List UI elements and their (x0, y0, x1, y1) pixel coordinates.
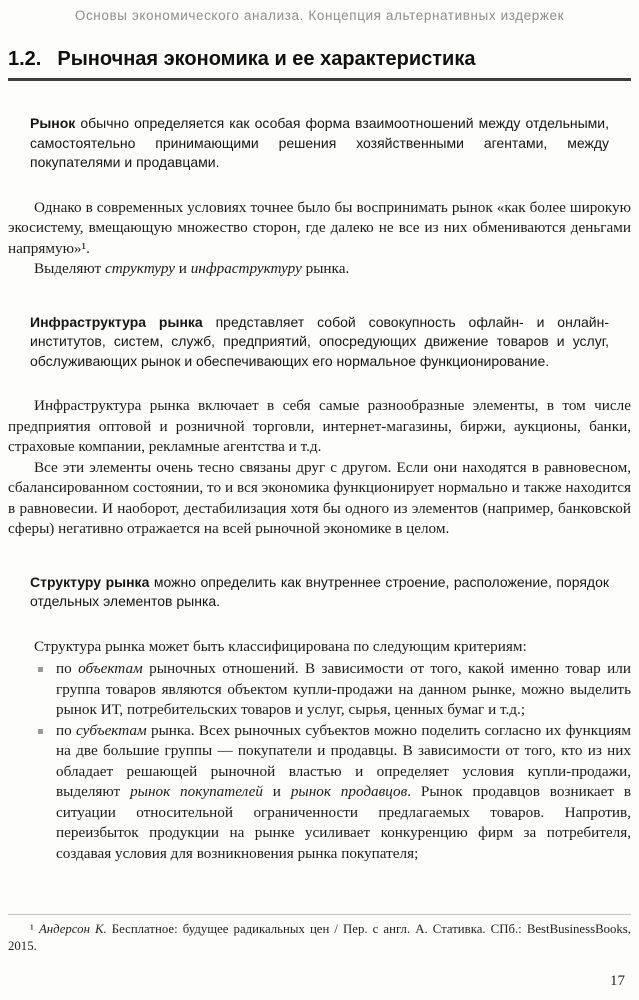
definition-term: Инфраструктура рынка (30, 313, 203, 330)
definition-term: Рынок (30, 115, 76, 131)
running-head: Основы экономического анализа. Концепция альтернативных издержек (74, 8, 565, 23)
list-item-text: по объектам рыночных отношений. В зависимости от того, какой именно товар или группа товаров являются объектом купли-продажи на данном рынке, можно выделить рынок ИТ, потребительских товаров и услуг, сырья, ценных бумаг и т.д.; (56, 660, 631, 718)
wavy-divider (8, 101, 631, 107)
definition-box-infrastructure (8, 300, 631, 385)
wavy-divider (8, 180, 631, 186)
bottom-wavy-divider (8, 964, 631, 970)
criteria-list (8, 659, 631, 864)
definition-box-market (8, 101, 631, 186)
page-footer (8, 914, 631, 990)
paragraph-equilibrium: Все эти элементы очень тесно связаны друг с другом. Если они находятся в равновесном, сбалансированном состоянии, то и вся экономика функционирует нормально и также находится в равновесии. И наоборот, дестабилизация хотя бы одного из элементов (например, банковской сферы) негативно отражается на всей рыночной экономике в целом. (8, 458, 631, 537)
wavy-divider (8, 619, 631, 625)
definition-text (8, 114, 631, 173)
heading-rule (8, 78, 631, 81)
section-title: Рыночная экономика и ее характеристика (57, 48, 476, 70)
section-heading (8, 48, 631, 71)
paragraph-criteria-intro: Структура рынка может быть классифицирована по следующим критериям: (34, 637, 527, 655)
section-number: 1.2. (8, 48, 42, 70)
definition-box-structure (8, 560, 631, 625)
square-bullet-icon (38, 729, 43, 734)
definition-text (8, 313, 631, 372)
list-item-text: по субъектам рынка. Всех рыночных субъектов можно поделить согласно их функциям на две большие группы — покупатели и продавцы. В зависимости от того, кто из них обладает решающей рыночной властью и определяет условия купли-продажи, выделяют рынок покупателей и рынок продавцов. Рынок продавцов возникает в ситуации относительной ограниченности предлагаемых товаров. Напротив, переизбыток продукции на рынке усиливает конкуренцию фирм за потребителя, создавая условия для возникновения рынка покупателя; (56, 721, 632, 862)
definition-body: можно определить как внутреннее строение, расположение, порядок отдельных элементов рынка. (30, 573, 610, 609)
definition-body: обычно определяется как особая форма взаимоотношений между отдельными, самостоятельно принимающими решения хозяйственными агентами, между покупателями и продавцами. (30, 115, 609, 170)
definition-text (8, 573, 631, 612)
page-number: 17 (610, 973, 625, 989)
list-item (8, 659, 631, 721)
paragraph-infrastructure-elements: Инфраструктура рынка включает в себя самые разнообразные элементы, в том числе предприятия оптовой и розничной торговли, интернет-магазины, биржи, аукционы, банки, страховые компании, рекламные агентства и т.д. (8, 397, 631, 455)
running-head-wavy-divider (8, 28, 631, 34)
wavy-divider (8, 560, 631, 566)
square-bullet-icon (38, 667, 43, 672)
definition-term: Структуру рынка (30, 573, 150, 590)
wavy-divider (8, 378, 631, 384)
definition-body: представляет собой совокупность офлайн- и онлайн-институтов, систем, служб, предприятий, опосредующих движение товаров и услуг, обслуживающих рынок и обеспечивающих его нормальное функционирование. (30, 313, 609, 369)
paragraph-market-ecosystem: Однако в современных условиях точнее было бы воспринимать рынок «как более широкую экосистему, вмещающую множество сторон, где далеко не все из них обмениваются деньгами напрямую»¹. (8, 198, 631, 257)
paragraph-structure-intro: Выделяют структуру и инфраструктуру рынка. (34, 260, 350, 277)
list-item (8, 721, 631, 865)
footnote: ¹ Андерсон К. Бесплатное: будущее радикальных цен / Пер. с англ. А. Стативка. СПб.: BestBusinessBooks, 2015. (8, 922, 631, 953)
wavy-divider (8, 300, 631, 306)
footnote-rule (8, 914, 631, 915)
